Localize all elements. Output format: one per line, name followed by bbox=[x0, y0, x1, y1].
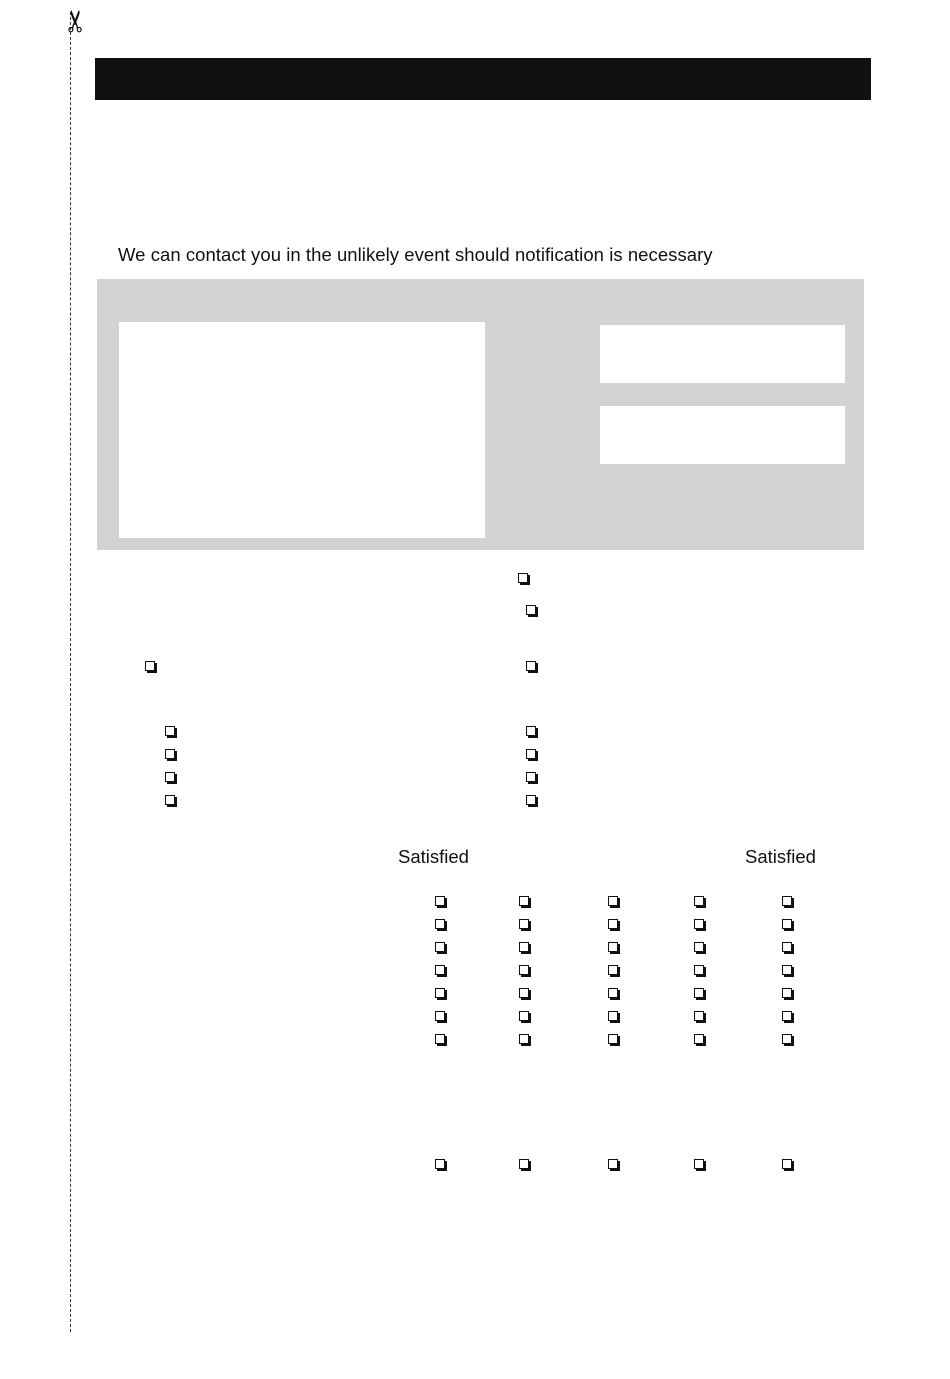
rating-checkbox-icon[interactable] bbox=[435, 896, 445, 906]
rating-checkbox-icon[interactable] bbox=[519, 1034, 529, 1044]
cut-line bbox=[70, 12, 71, 1332]
checkbox-icon[interactable] bbox=[165, 749, 175, 759]
rating-checkbox-icon[interactable] bbox=[782, 1011, 792, 1021]
rating-checkbox-icon[interactable] bbox=[694, 1011, 704, 1021]
rating-checkbox-icon[interactable] bbox=[782, 988, 792, 998]
rating-checkbox-icon[interactable] bbox=[519, 965, 529, 975]
checkbox-icon[interactable] bbox=[526, 605, 536, 615]
rating-checkbox-icon[interactable] bbox=[435, 942, 445, 952]
rating-checkbox-icon[interactable] bbox=[519, 1011, 529, 1021]
rating-checkbox-icon[interactable] bbox=[608, 1159, 618, 1169]
checkbox-icon[interactable] bbox=[526, 749, 536, 759]
rating-checkbox-icon[interactable] bbox=[782, 942, 792, 952]
checkbox-icon[interactable] bbox=[165, 726, 175, 736]
checkbox-icon[interactable] bbox=[526, 661, 536, 671]
rating-checkbox-icon[interactable] bbox=[782, 965, 792, 975]
rating-checkbox-icon[interactable] bbox=[694, 942, 704, 952]
rating-checkbox-icon[interactable] bbox=[694, 919, 704, 929]
rating-checkbox-icon[interactable] bbox=[435, 988, 445, 998]
rating-checkbox-icon[interactable] bbox=[782, 919, 792, 929]
email-field[interactable] bbox=[600, 406, 845, 464]
contact-notice: We can contact you in the unlikely event should notification is necessary bbox=[118, 244, 713, 265]
rating-checkbox-icon[interactable] bbox=[694, 1159, 704, 1169]
checkbox-icon[interactable] bbox=[526, 772, 536, 782]
scissors-icon: ✂ bbox=[59, 8, 94, 34]
checkbox-icon[interactable] bbox=[518, 573, 528, 583]
rating-checkbox-icon[interactable] bbox=[608, 1011, 618, 1021]
rating-checkbox-icon[interactable] bbox=[608, 988, 618, 998]
rating-checkbox-icon[interactable] bbox=[435, 1159, 445, 1169]
rating-checkbox-icon[interactable] bbox=[519, 896, 529, 906]
rating-scale-left-label: Satisfied bbox=[398, 846, 469, 867]
rating-checkbox-icon[interactable] bbox=[608, 965, 618, 975]
checkbox-icon[interactable] bbox=[526, 726, 536, 736]
rating-checkbox-icon[interactable] bbox=[608, 919, 618, 929]
rating-checkbox-icon[interactable] bbox=[782, 1159, 792, 1169]
checkbox-icon[interactable] bbox=[526, 795, 536, 805]
phone-field[interactable] bbox=[600, 325, 845, 383]
rating-checkbox-icon[interactable] bbox=[694, 988, 704, 998]
rating-checkbox-icon[interactable] bbox=[608, 1034, 618, 1044]
rating-checkbox-icon[interactable] bbox=[694, 1034, 704, 1044]
rating-checkbox-icon[interactable] bbox=[435, 965, 445, 975]
rating-checkbox-icon[interactable] bbox=[608, 896, 618, 906]
rating-checkbox-icon[interactable] bbox=[782, 1034, 792, 1044]
address-field[interactable] bbox=[119, 322, 485, 538]
rating-checkbox-icon[interactable] bbox=[782, 896, 792, 906]
rating-checkbox-icon[interactable] bbox=[519, 1159, 529, 1169]
rating-scale-right-label: Satisfied bbox=[745, 846, 816, 867]
checkbox-icon[interactable] bbox=[165, 772, 175, 782]
rating-checkbox-icon[interactable] bbox=[694, 965, 704, 975]
rating-checkbox-icon[interactable] bbox=[435, 919, 445, 929]
rating-checkbox-icon[interactable] bbox=[694, 896, 704, 906]
rating-checkbox-icon[interactable] bbox=[608, 942, 618, 952]
rating-checkbox-icon[interactable] bbox=[435, 1011, 445, 1021]
rating-checkbox-icon[interactable] bbox=[519, 988, 529, 998]
checkbox-icon[interactable] bbox=[145, 661, 155, 671]
rating-checkbox-icon[interactable] bbox=[435, 1034, 445, 1044]
rating-checkbox-icon[interactable] bbox=[519, 919, 529, 929]
header-bar bbox=[95, 58, 871, 100]
rating-checkbox-icon[interactable] bbox=[519, 942, 529, 952]
checkbox-icon[interactable] bbox=[165, 795, 175, 805]
